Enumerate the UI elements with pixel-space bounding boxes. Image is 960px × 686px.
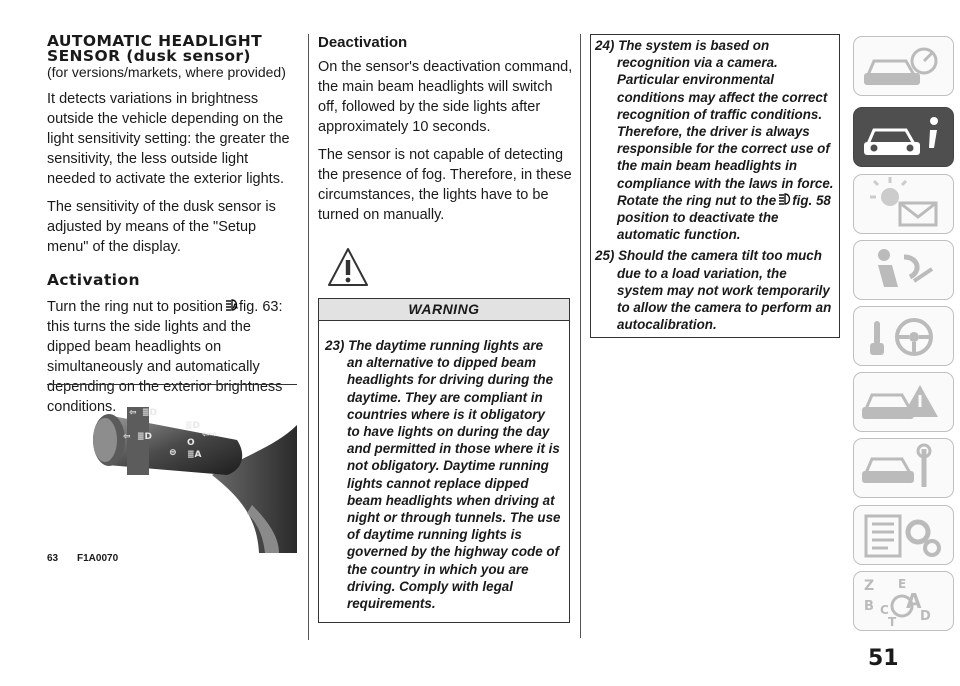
tab-starting-driving[interactable] [853,306,954,366]
svg-text:⇦: ⇦ [129,408,137,418]
activation-text-end: fig. 63: this turns the side lights and the dipped beam headlights on simultaneously and automatically depending on the exterior brightness conditions. [47,299,283,415]
svg-text:≣D: ≣D [185,421,201,431]
tab-maintenance[interactable] [853,438,954,498]
page-number: 51 [868,646,899,671]
auto-headlight-icon [223,298,239,312]
index-letter-b: B [864,599,874,614]
key-steering-wheel-icon [854,307,953,365]
svg-text:O: O [187,438,195,448]
figure-code: F1A0070 [77,553,119,564]
tab-warning-lights[interactable] [853,174,954,234]
car-warning-icon [854,373,953,431]
activation-heading: Activation [47,271,140,289]
figure-caption [47,553,297,564]
note-23: 23) The daytime running lights are an alternative to dipped beam headlights for driving during the daytime. They are compliant in countries where is it obligatory to have lights on during the day and permitted in those where it is not obligatory. Daytime running lights cannot replace dipped beam headlights when driving at night or through tunnels. The use of daytime running lights is governed by the highway code of the country in which you are driving. Comply with legal requirements. [325,338,561,612]
index-letter-d: D [920,609,931,624]
column-1 [47,34,297,425]
svg-text:A: A [232,302,238,311]
auto-headlight-off-icon [776,192,792,206]
deactivation-heading: Deactivation [318,34,408,51]
note-24-text-end: fig. 58 position to deactivate the automatic function. [617,192,831,243]
notes-box [590,34,840,338]
paragraph-sensitivity: The sensitivity of the dusk sensor is adjusted by means of the "Setup menu" of the display. [47,199,276,255]
paragraph-sensor-description: It detects variations in brightness outside the vehicle depending on the light sensitivity setting: the greater the sensitivity, the less outside light needed to activate the exterior lights. [47,91,290,187]
section-subtitle: (for versions/markets, where provided) [47,64,286,80]
warning-title: WARNING [319,299,569,321]
svg-text:⇦⇨: ⇦⇨ [202,430,218,440]
car-dashboard-icon [854,37,953,95]
tab-index[interactable] [853,571,954,631]
note-24-text-start: 24) The system is based on recognition via a camera. Particular environmental conditions may affect the correct recognition of traffic conditions. Therefore, the driver is always responsible for the correct use of the main beam headlights in compliance with the laws in force. Rotate the ring nut to the [595,38,834,208]
figure-63 [47,384,297,555]
tab-emergency[interactable] [853,372,954,432]
index-letter-c: C [880,603,889,617]
light-envelope-icon [854,175,953,233]
column-2 [318,34,576,233]
index-letter-z: Z [864,578,875,594]
warning-box [318,298,570,623]
svg-text:⊜: ⊜ [169,448,177,458]
tab-technical-data[interactable] [853,505,954,565]
paragraph-deactivation: On the sensor's deactivation command, the main beam headlights will switch off, followed by the side lights after approximately 10 seconds. [318,59,573,135]
note-24 [595,37,835,243]
section-heading: AUTOMATIC HEADLIGHT SENSOR (dusk sensor) [47,32,263,65]
paragraph-fog: The sensor is not capable of detecting the presence of fog. Therefore, in these circumstances, the lights have to be turned on manually. [318,147,572,223]
spec-gear-icon [854,506,953,564]
note-25: 25) Should the camera tilt too much due to a load variation, the system may not work temporarily to allow the camera to perform an autocalibration. [595,248,832,333]
light-stalk-illustration [47,385,297,553]
alphabet-index-icon [854,572,953,630]
driver-airbag-icon [854,241,953,299]
column-divider-1 [308,34,309,640]
column-divider-2 [580,34,581,638]
svg-text:⇦: ⇦ [123,432,131,442]
figure-number: 63 [47,553,59,564]
tab-safety[interactable] [853,240,954,300]
index-letter-e: E [898,577,907,591]
index-letter-t: T [888,615,897,629]
activation-text-start: Turn the ring nut to position [47,299,223,315]
svg-text:≣D: ≣D [142,408,158,418]
tab-dashboard[interactable] [853,36,954,96]
car-wrench-icon [854,439,953,497]
svg-text:≣A: ≣A [187,450,202,460]
warning-triangle-icon [326,246,370,290]
tab-getting-to-know[interactable] [853,107,954,167]
index-letter-a: A [906,589,922,613]
svg-text:≣D: ≣D [137,432,153,442]
car-info-icon [854,108,953,166]
